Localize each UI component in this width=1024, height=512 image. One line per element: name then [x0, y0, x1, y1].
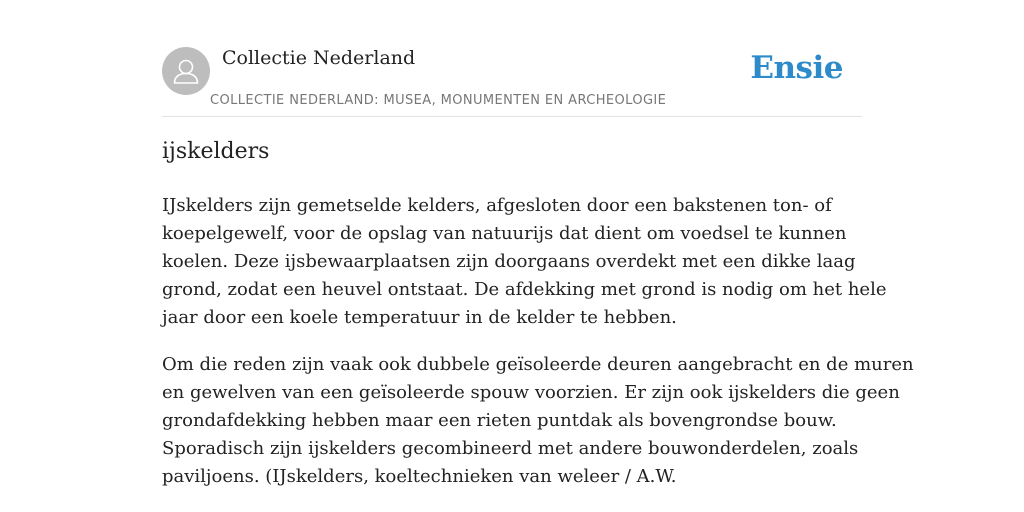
text-line: koepelgewelf, voor de opslag van natuurijs dat dient om voedsel te kunnen	[162, 223, 847, 244]
text-line: en gewelven van een geïsoleerde spouw voorzien. Er zijn ook ijskelders die geen	[162, 382, 900, 403]
entry-title: ijskelders	[162, 139, 270, 164]
paragraph	[162, 192, 887, 332]
user-silhouette-icon	[162, 47, 210, 95]
entry-header	[162, 44, 862, 117]
text-line: grondafdekking hebben maar een rieten puntdak als bovengrondse bouw.	[162, 410, 837, 431]
text-line: jaar door een koele temperatuur in de kelder te hebben.	[162, 307, 677, 328]
collection-link[interactable]: COLLECTIE NEDERLAND: MUSEA, MONUMENTEN EN ARCHEOLOGIE	[210, 93, 667, 108]
user-avatar-icon[interactable]	[162, 47, 210, 95]
paragraph	[162, 351, 914, 491]
page	[162, 0, 914, 512]
entry-body	[162, 192, 914, 510]
text-line: grond, zodat een heuvel ontstaat. De afdekking met grond is nodig om het hele	[162, 279, 887, 300]
text-line: paviljoens. (IJskelders, koeltechnieken van weleer / A.W.	[162, 466, 677, 487]
text-line: IJskelders zijn gemetselde kelders, afgesloten door een bakstenen ton- of	[162, 195, 832, 216]
brand-logo[interactable]: Ensie	[750, 50, 843, 86]
author-link[interactable]: Collectie Nederland	[222, 47, 416, 69]
text-line: koelen. Deze ijsbewaarplaatsen zijn doorgaans overdekt met een dikke laag	[162, 251, 856, 272]
text-line: Sporadisch zijn ijskelders gecombineerd met andere bouwonderdelen, zoals	[162, 438, 859, 459]
text-line: Om die reden zijn vaak ook dubbele geïsoleerde deuren aangebracht en de muren	[162, 354, 914, 375]
